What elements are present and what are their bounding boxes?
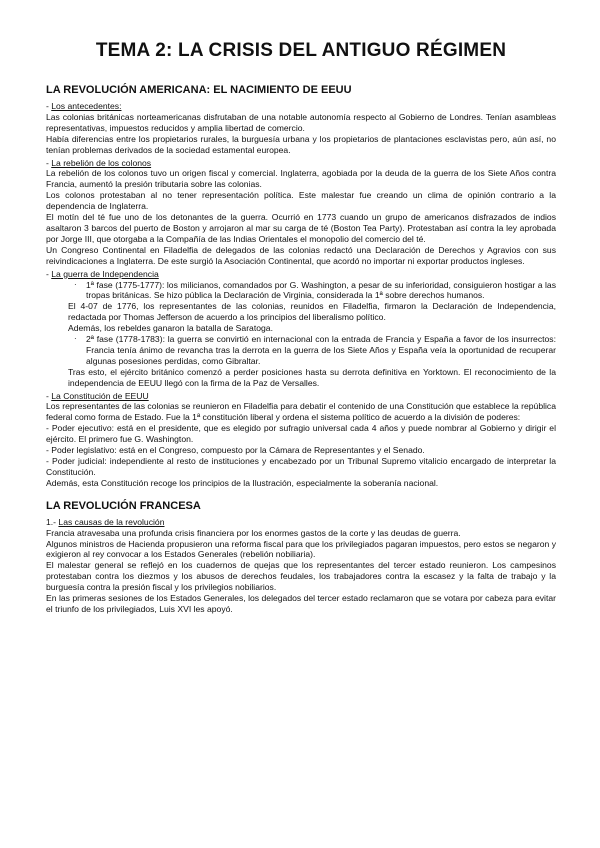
paragraph: Las colonias británicas norteamericanas disfrutaban de una notable autonomía respecto al Gobierno de Londres. Tenían asambleas representativas, impuestos reducidos y amplia libertad de comercio.: [46, 111, 556, 133]
paragraph: - Poder ejecutivo: está en el presidente, que es elegido por sufragio universal cada 4 años y puede nombrar al Gobierno y dirigir el ejército. El primero fue G. Washington.: [46, 423, 556, 445]
subsection-title: - La rebelión de los colonos: [46, 157, 152, 168]
paragraph: Algunos ministros de Hacienda propusieron una reforma fiscal para que los privilegiados pagaran impuestos, pero estos se negaron y exigieron al rey convocar a los Estados Generales (rebelión nobiliaria).: [46, 538, 556, 560]
subsection-rebelion: [46, 158, 556, 267]
paragraph: Un Congreso Continental en Filadelfia de delegados de las colonias redactó una Declaración de Derechos y Agravios con sus reivindicaciones a Inglaterra. De este surgió la Asociación Continental, que acordó no importar ni exportar productos ingleses.: [46, 244, 556, 266]
paragraph: Además, esta Constitución recoge los principios de la Ilustración, especialmente la soberanía nacional.: [46, 477, 439, 488]
paragraph: Los representantes de las colonias se reunieron en Filadelfia para debatir el contenido de una Constitución que establece la república federal como forma de Estado. Fue la 1ª constitución liberal y ordena el sistema político de acuerdo a la división de poderes:: [46, 401, 556, 423]
paragraph: La rebelión de los colonos tuvo un origen fiscal y comercial. Inglaterra, agobiada por la deuda de la guerra de los Siete Años contra Francia, aumentó la presión tributaria sobre las colonias.: [46, 168, 556, 190]
paragraph: El motín del té fue uno de los detonantes de la guerra. Ocurrió en 1773 cuando un grupo de americanos disfrazados de indios asaltaron 3 barcos del puerto de Boston y arrojaron al mar su carga de té (Boston Tea Party). Protestaban así contra la ley aprobada por Jorge III, que otorgaba a la Compañía de las Indias Orientales el monopolio del comercio del té.: [46, 212, 556, 244]
subsection-guerra: [46, 269, 556, 389]
paragraph: Tras esto, el ejército británico comenzó a perder posiciones hasta su derrota definitiva en Yorktown. El reconocimiento de la independencia de EEUU llegó con la firma de la Paz de Versalles.: [68, 366, 556, 388]
subsection-title: - La Constitución de EEUU: [46, 390, 149, 401]
subsection-title: 1.- Las causas de la revolución: [46, 516, 165, 527]
paragraph: El malestar general se reflejó en los cuadernos de quejas que los representantes del tercer estado reunieron. Los campesinos protestaban contra los diezmos y los abusos de derechos feudales, los trabajadores contra la escasez y la falta de trabajo y la burguesía contra la presión fiscal y los privilegios nobiliarios.: [46, 560, 556, 593]
bullet-icon: ·: [74, 334, 77, 344]
paragraph: Había diferencias entre los propietarios rurales, la burguesía urbana y los propietarios de plantaciones esclavistas pero, aún así, no tenían problemas derivados de la sociedad estamental europea.: [46, 133, 556, 155]
paragraph: - Poder legislativo: está en el Congreso, compuesto por la Cámara de Representantes y el Senado.: [46, 445, 425, 456]
paragraph: El 4-07 de 1776, los representantes de las colonias, reunidos en Filadelfia, firmaron la Declaración de Independencia, redactada por Thomas Jefferson de acuerdo a los principios del liberalismo político.: [68, 301, 556, 323]
bullet-item: · 1ª fase (1775-1777): los milicianos, comandados por G. Washington, a pesar de su inferioridad, consiguieron hostigar a las tropas británicas. Se hizo pública la Declaración de Virginia, considerada la 1ª sobre derechos humanos.: [74, 279, 556, 301]
paragraph: Además, los rebeldes ganaron la batalla de Saratoga.: [68, 323, 273, 334]
document-page: [46, 40, 556, 617]
subsection-causas: [46, 517, 556, 615]
paragraph: Francia atravesaba una profunda crisis financiera por los enormes gastos de la corte y las deudas de guerra.: [46, 527, 461, 538]
subsection-title: - La guerra de Independencia: [46, 268, 159, 279]
bullet-icon: ·: [74, 279, 77, 289]
paragraph: Los colonos protestaban al no tener representación política. Este malestar fue creando un clima de opinión contrario a la dependencia de Inglaterra.: [46, 190, 556, 212]
subsection-antecedentes: [46, 101, 556, 156]
bullet-item: · 2ª fase (1778-1783): la guerra se convirtió en internacional con la entrada de Francia y España a favor de los insurrectos: Francia tenía ánimo de revancha tras la derrota en la guerra de los Siete Años y España veía la oportunidad de recuperar algunas posesiones perdidas, como Gibraltar.: [74, 334, 556, 366]
subsection-title: - Los antecedentes:: [46, 101, 122, 111]
section-heading-french-revolution: LA REVOLUCIÓN FRANCESA: [46, 499, 201, 512]
paragraph: En las primeras sesiones de los Estados Generales, los delegados del tercer estado reclamaron que se votara por cabeza para evitar el triunfo de los privilegiados, Luis XVI les apoyó.: [46, 593, 556, 614]
paragraph: - Poder judicial: independiente al resto de instituciones y encabezado por un Tribunal Supremo vitalicio encargado de interpretar la Constitución.: [46, 456, 556, 477]
document-title: TEMA 2: LA CRISIS DEL ANTIGUO RÉGIMEN: [95, 40, 507, 61]
subsection-constitucion: [46, 391, 556, 489]
section-heading-american-revolution: LA REVOLUCIÓN AMERICANA: EL NACIMIENTO DE EEUU: [46, 84, 352, 96]
